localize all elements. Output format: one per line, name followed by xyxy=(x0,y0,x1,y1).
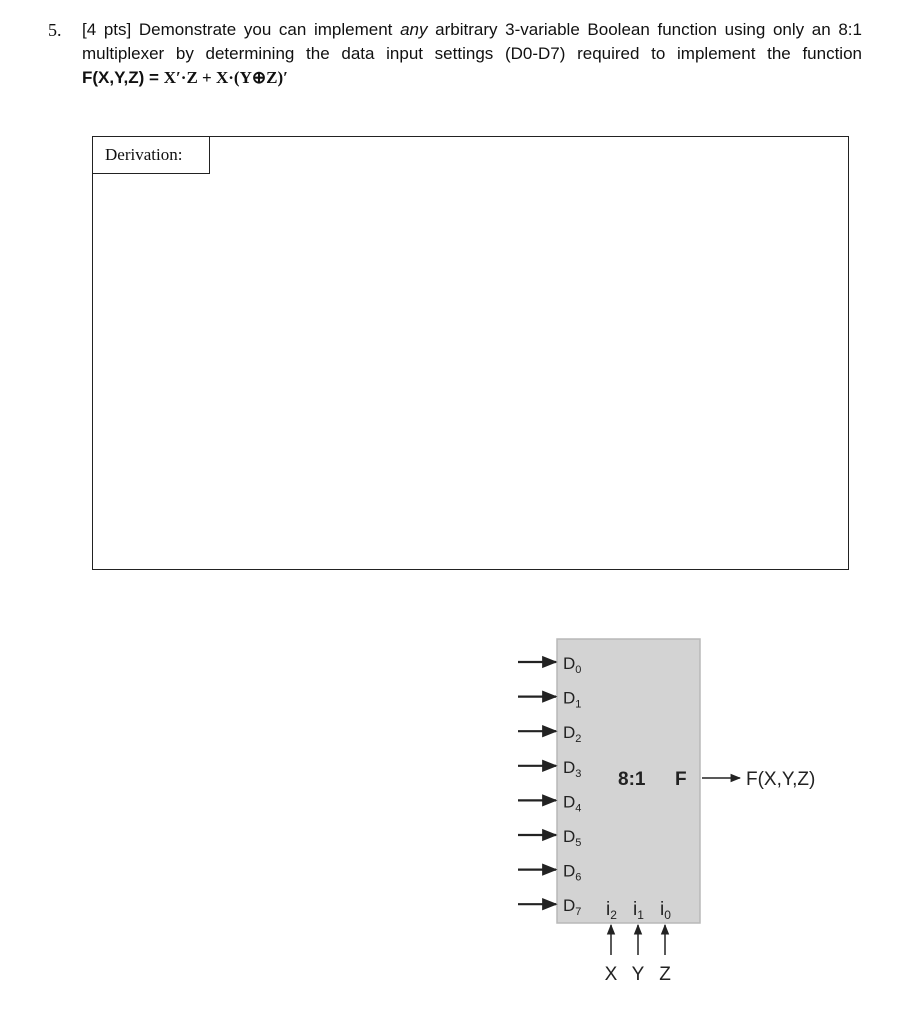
data-input-label-4: $D_4$ xyxy=(563,792,582,815)
select-pin-label-0: $i_0$ xyxy=(660,899,671,922)
data-input-label-1: $D_1$ xyxy=(563,688,582,711)
select-signal-x: X xyxy=(604,964,618,985)
data-input-label-2: $D_2$ xyxy=(563,723,582,746)
data-input-label-5: $D_5$ xyxy=(563,827,582,849)
select-pin-label-2: $i_2$ xyxy=(606,899,617,922)
select-signal-y: Y xyxy=(631,964,645,985)
mux-output-pin: F xyxy=(675,769,687,790)
select-signal-z: Z xyxy=(659,964,671,985)
data-input-label-0: $D_0$ xyxy=(563,654,582,676)
question-text-a: Demonstrate you can implement xyxy=(138,20,393,39)
question-emphasis: any xyxy=(400,20,428,39)
function-expression: X′·Z + X·(Y⊕Z)′ xyxy=(163,68,288,87)
data-input-label-7: $D_7$ xyxy=(563,896,582,919)
question-line-2: multiplexer by determining the data input settings (D0-D7) required to implement the function xyxy=(82,44,862,63)
select-inputs xyxy=(605,899,672,985)
output-signal-label: F(X,Y,Z) xyxy=(746,769,816,790)
question-number: 5. xyxy=(48,20,62,40)
question-text-b: arbitrary 3-variable Boolean function using only an 8:1 xyxy=(435,20,862,39)
data-input-label-3: $D_3$ xyxy=(563,757,582,780)
mux-label: 8:1 xyxy=(618,769,646,790)
select-pin-label-1: $i_1$ xyxy=(633,899,644,922)
derivation-label: Derivation: xyxy=(93,137,210,174)
function-name: F(X,Y,Z) = xyxy=(82,68,159,87)
question-points: [4 pts] xyxy=(82,20,132,39)
data-input-label-6: $D_6$ xyxy=(563,861,582,884)
